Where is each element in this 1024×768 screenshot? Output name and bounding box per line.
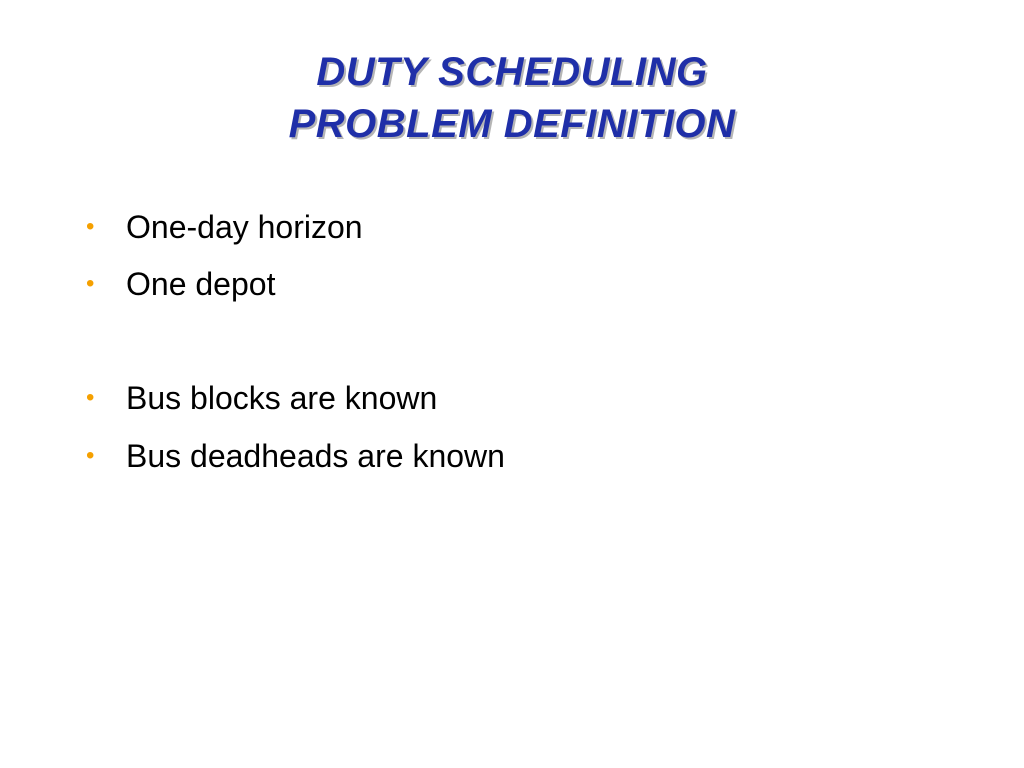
slide-title <box>0 46 1024 150</box>
bullet-dot-icon: • <box>86 384 95 411</box>
title-line-2: PROBLEM DEFINITION <box>288 102 736 146</box>
bullet-text: One depot <box>126 266 276 302</box>
bullet-text: One-day horizon <box>126 209 363 245</box>
bullet-text: Bus blocks are known <box>126 380 438 416</box>
bullet-text: Bus deadheads are known <box>126 438 505 474</box>
bullet-dot-icon: • <box>86 213 95 240</box>
title-line-1: DUTY SCHEDULING <box>316 50 708 94</box>
bullet-dot-icon: • <box>86 270 95 297</box>
bullet-dot-icon: • <box>86 442 95 469</box>
